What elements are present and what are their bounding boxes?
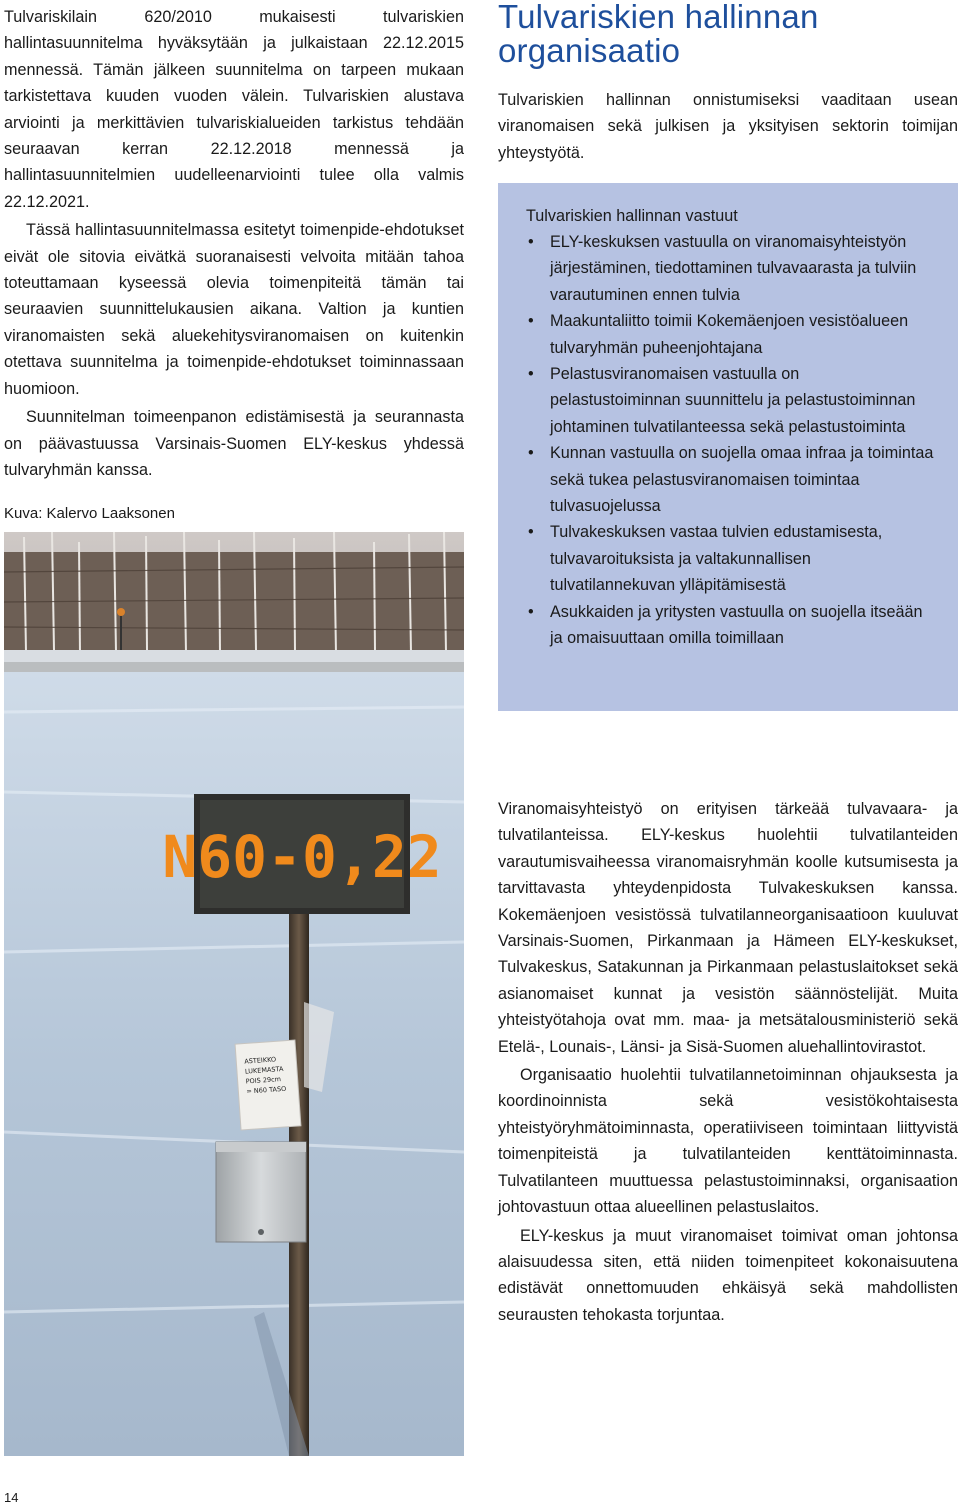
bullet-icon: •: [528, 444, 534, 463]
section-heading-line-1: Tulvariskien hallinnan: [498, 0, 819, 35]
list-item: • Pelastusviranomaisen vastuulla on pelastustoiminnan suunnittelu ja pelastustoiminnan johtaminen tulvatilanteessa sekä pelastustoiminta: [526, 361, 934, 440]
left-paragraph-1: Tulvariskilain 620/2010 mukaisesti tulvariskien hallintasuunnitelma hyväksytään ja julkaistaan 22.12.2015 mennessä. Tämän jälkeen suunnitelma on tarpeen mukaan tarkistettava kuuden vuoden välein. Tulvariskien alustava arviointi ja merkittävien tulvariskialueiden tarkistus tehdään seuraavan kerran 22.12.2018 mennessä ja hallintasuunnitelmien uudelleenarviointi tulee olla valmis 22.12.2021.: [4, 8, 464, 211]
sign-line-2: LUKEMASTA: [244, 1064, 284, 1076]
flood-gauge-photo: [4, 532, 464, 1456]
right-column-top: [498, 0, 958, 166]
responsibilities-title: Tulvariskien hallinnan vastuut: [526, 207, 738, 225]
photo-caption: Kuva: Kalervo Laaksonen: [4, 505, 175, 522]
bullet-icon: •: [528, 233, 534, 251]
list-item: • Kunnan vastuulla on suojella omaa infraa ja toimintaa sekä tukea pelastusviranomaisen toimintaa tulvasuojelussa: [526, 440, 934, 519]
list-item: • Tulvakeskuksen vastaa tulvien edustamisesta, tulvavaroituksista ja valtakunnallisen tulvatilannekuvan ylläpitämisestä: [526, 519, 934, 598]
right-paragraph-1: Viranomaisyhteistyö on erityisen tärkeää tulvavaara- ja tulvatilanteissa. ELY-keskus huolehtii tulvatilanteiden varautumisvaiheessa viranomaisryhmän koolle kutsumisesta ja tarvittavasta yhteydenpidosta Tulvakeskuksen kanssa. Kokemäenjoen vesistössä tulvatilanneorganisaatioon kuuluvat Varsinais-Suomen, Pirkanmaan ja Hämeen ELY-keskukset, Tulvakeskus, Satakunnan ja Pirkanmaan pelastuslaitokset sekä asianomaiset kunnat ja vesistön säännöstelijät. Muita yhteistyötahoja ovat mm. maa- ja metsätalousministeriö sekä Etelä-, Lounais-, Länsi- ja Sisä-Suomen aluehallintovirastot.: [498, 800, 958, 1056]
left-paragraph-3: Suunnitelman toimeenpanon edistämisestä ja seurannasta on päävastuussa Varsinais-Suomen ELY-keskus yhdessä tulvaryhmän kanssa.: [4, 408, 464, 479]
page-number: 14: [4, 1490, 19, 1505]
gauge-display-text: N60-0,22: [162, 823, 442, 891]
sign-line-3: POIS 29cm: [245, 1075, 282, 1086]
right-paragraph-3: ELY-keskus ja muut viranomaiset toimivat oman johtonsa alaisuudessa siten, että niiden toimenpiteet kokonaisuutena edistävät onnettomuuden ehkäisyä sekä mahdollisten seurausten tehokasta torjuntaa.: [498, 1226, 958, 1324]
left-column: [4, 4, 464, 483]
bullet-icon: •: [528, 312, 534, 331]
bullet-icon: •: [528, 365, 534, 384]
responsibilities-list: [526, 229, 934, 652]
section-heading: [498, 0, 958, 68]
right-paragraph-2: Organisaatio huolehtii tulvatilannetoiminnan ohjauksesta ja koordinoinnista sekä vesistökohtaisesta yhteistyöryhmätoiminnasta, operatiiviseen toimintaan liittyvistä toimenpiteistä ja tulvatilanteiden kenttätoiminnasta. Tulvatilanteen muuttuessa pelastustoiminnaksi, organisaation johtovastuun ottaa alueellinen pelastuslaitos.: [498, 1066, 958, 1217]
sign-line-4: = N60 TASO: [246, 1084, 287, 1096]
list-item: • Asukkaiden ja yritysten vastuulla on suojella itseään ja omaisuuttaan omilla toimillaan: [526, 599, 934, 652]
section-heading-line-2: organisaatio: [498, 32, 681, 69]
list-item: • ELY-keskuksen vastuulla on viranomaisyhteistyön järjestäminen, tiedottaminen tulvavaarasta ja tulviin varautuminen ennen tulvia: [526, 229, 934, 308]
section-intro: Tulvariskien hallinnan onnistumiseksi vaaditaan usean viranomaisen sekä julkisen ja yksityisen sektorin toimijan yhteystyötä.: [498, 91, 958, 162]
right-column-bottom: [498, 796, 958, 1328]
bullet-icon: •: [528, 602, 534, 621]
sign-line-1: ASTEIKKO: [244, 1055, 277, 1066]
bullet-icon: •: [528, 523, 534, 542]
left-paragraph-2: Tässä hallintasuunnitelmassa esitetyt toimenpide-ehdotukset eivät ole sitovia eivätkä suoranaisesti velvoita mitään tahoa toteuttamaan kyseessä olevia toimenpiteitä tämän tai seuraavien suunnittelukausien aikana. Valtion ja kuntien viranomaisten sekä aluekehitysviranomaisen on kuitenkin otettava suunnitelma ja toimenpide-ehdotukset toiminnassaan huomioon.: [4, 221, 464, 398]
responsibilities-box: [498, 183, 958, 711]
list-item: • Maakuntaliitto toimii Kokemäenjoen vesistöalueen tulvaryhmän puheenjohtajana: [526, 308, 934, 361]
